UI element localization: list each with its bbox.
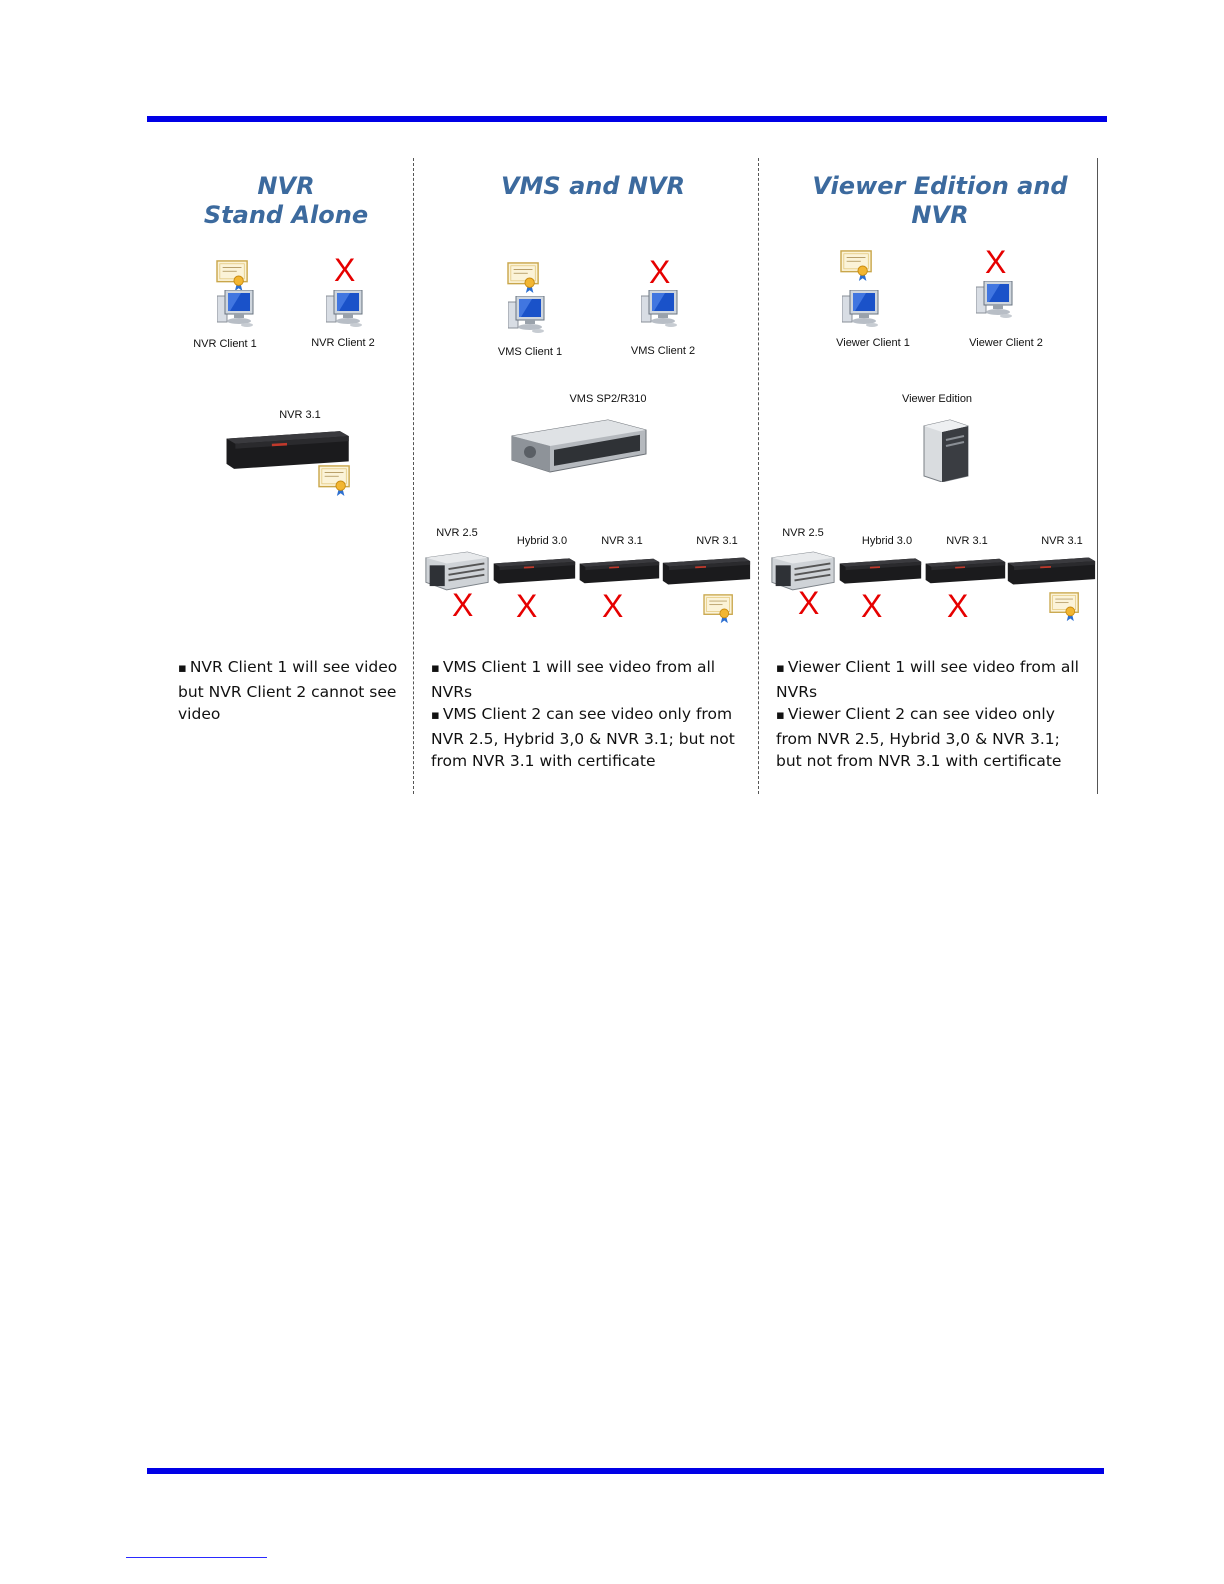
- x-mark: X: [602, 588, 624, 624]
- client2-label: VMS Client 2: [630, 345, 696, 357]
- computer-icon: [976, 281, 1016, 319]
- nvr-device-icon: [838, 555, 922, 587]
- recorder-label: Hybrid 3.0: [516, 535, 568, 547]
- client1-label: NVR Client 1: [193, 338, 257, 350]
- column-title: NVR Stand Alone: [203, 172, 369, 229]
- note-item: ▪ VMS Client 1 will see video from all NVRs: [431, 656, 736, 703]
- certificate-icon: [318, 465, 352, 497]
- x-mark: X: [798, 585, 820, 621]
- x-mark: X: [649, 254, 671, 290]
- recorder-label: NVR 3.1: [696, 535, 738, 547]
- recorder-label: NVR 3.1: [946, 535, 988, 547]
- note-item: ▪ Viewer Client 2 can see video only from NVR 2.5, Hybrid 3,0 & NVR 3.1; but not from NVR 3.1 with certificate: [776, 703, 1086, 773]
- bottom-rule: [147, 1468, 1104, 1474]
- rack-server-icon: [508, 414, 648, 478]
- computer-icon: [217, 290, 257, 328]
- computer-icon: [508, 296, 548, 334]
- column-title: Viewer Edition and NVR: [812, 172, 1068, 229]
- column-title: VMS and NVR: [500, 172, 686, 200]
- certificate-icon: [216, 260, 250, 292]
- note-item: ▪ NVR Client 1 will see video but NVR Client 2 cannot see video: [178, 656, 400, 726]
- viewer-server-label: Viewer Edition: [901, 393, 973, 405]
- client1-label: VMS Client 1: [497, 346, 563, 358]
- recorder-label: Hybrid 3.0: [861, 535, 913, 547]
- nvr-device-icon: [578, 555, 660, 587]
- certificate-icon: [840, 250, 874, 282]
- recorder-label: NVR 3.1: [1041, 535, 1083, 547]
- notes-list: [431, 656, 736, 773]
- x-mark: X: [861, 588, 883, 624]
- x-mark: X: [985, 244, 1007, 280]
- nvr-device-icon: [661, 555, 751, 587]
- certificate-icon: [1049, 592, 1081, 622]
- column-border: [1097, 158, 1098, 794]
- x-mark: X: [947, 588, 969, 624]
- x-mark: X: [452, 587, 474, 623]
- vms-server-label: VMS SP2/R310: [569, 393, 647, 405]
- notes-list: [178, 656, 400, 726]
- recorder-label: NVR 2.5: [782, 527, 824, 539]
- computer-icon: [641, 290, 681, 328]
- certificate-icon: [507, 262, 541, 294]
- notes-list: [776, 656, 1086, 773]
- x-mark: X: [334, 252, 356, 288]
- note-item: ▪ Viewer Client 1 will see video from all NVRs: [776, 656, 1086, 703]
- rack-server-icon: [424, 550, 490, 592]
- computer-icon: [326, 290, 366, 328]
- column-divider: [413, 158, 414, 794]
- computer-icon: [842, 290, 882, 328]
- note-item: ▪ VMS Client 2 can see video only from NVR 2.5, Hybrid 3,0 & NVR 3.1; but not from NVR 3.1 with certificate: [431, 703, 736, 773]
- client2-label: NVR Client 2: [311, 337, 375, 349]
- client2-label: Viewer Client 2: [969, 337, 1043, 349]
- nvr-device-icon: [492, 555, 576, 587]
- recorder-label: NVR 3.1: [601, 535, 643, 547]
- nvr-device-icon: [924, 555, 1006, 587]
- footnote-separator: [126, 1557, 267, 1558]
- nvr-device-icon: [1006, 555, 1096, 587]
- client1-label: Viewer Client 1: [836, 337, 910, 349]
- top-rule: [147, 116, 1107, 122]
- column-divider: [758, 158, 759, 794]
- x-mark: X: [516, 588, 538, 624]
- recorder-label: NVR 2.5: [436, 527, 478, 539]
- tower-pc-icon: [920, 418, 970, 482]
- nvr-server-label: NVR 3.1: [279, 409, 321, 421]
- certificate-icon: [703, 594, 735, 624]
